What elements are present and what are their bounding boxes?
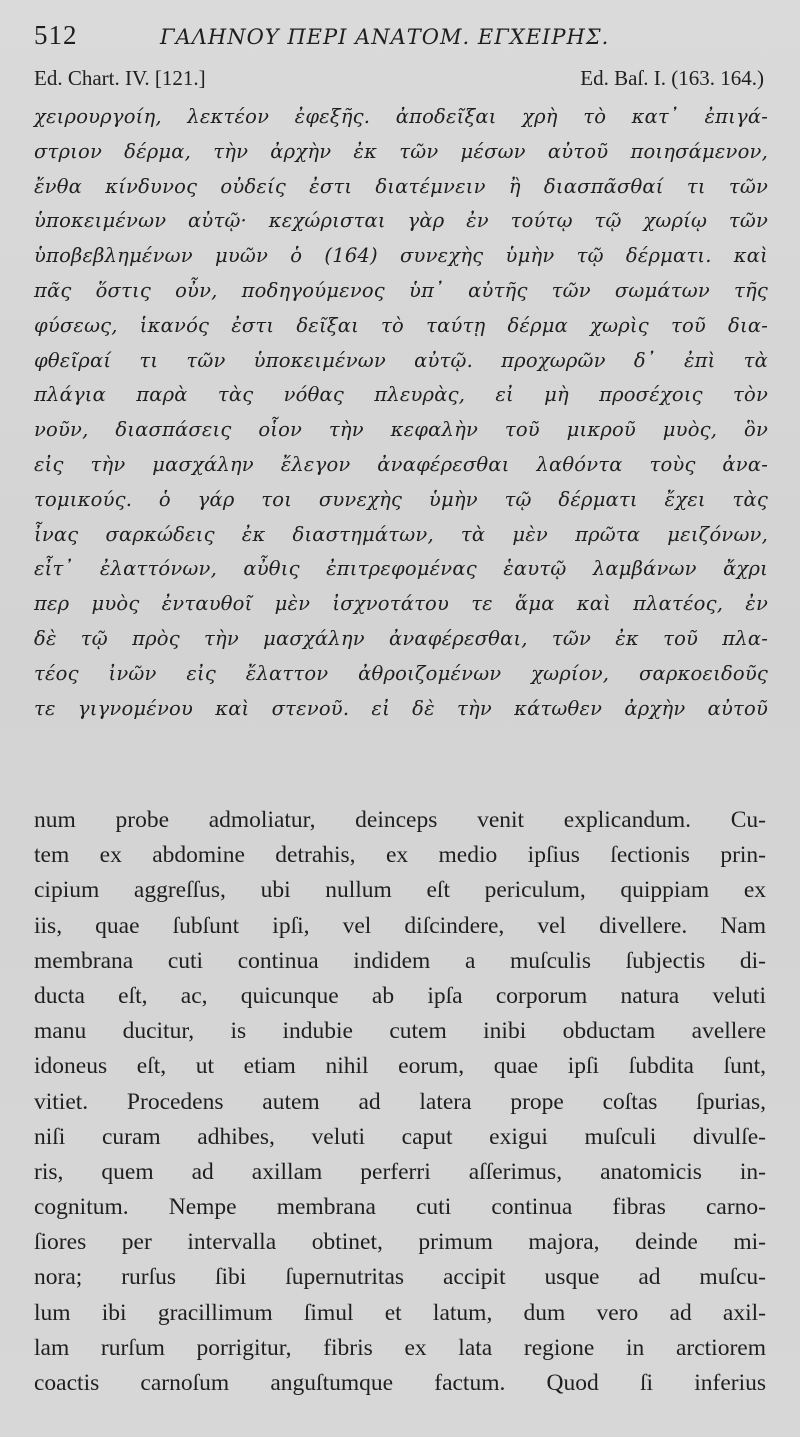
- latin-line: membrana cuti continua indidem a muſculis ſubjectis di-: [34, 947, 766, 974]
- greek-line: νοῦν, διασπάσεις οἷον τὴν κεφαλὴν τοῦ μικροῦ μυὸς, ὃν: [34, 418, 768, 442]
- latin-line: ſiores per intervalla obtinet, primum majora, deinde mi-: [34, 1229, 766, 1256]
- greek-line: στριον δέρμα, τὴν ἀρχὴν ἐκ τῶν μέσων αὐτοῦ ποιησάμενον,: [34, 139, 768, 163]
- greek-line: φθεῖραί τι τῶν ὑποκειμένων αὐτῷ. προχωρῶν δ᾽ ἐπὶ τὰ: [34, 348, 768, 372]
- edition-references: [34, 66, 768, 98]
- greek-line: χειρουργοίη, λεκτέον ἐφεξῆς. ἀποδεῖξαι χρὴ τὸ κατ᾽ ἐπιγά-: [34, 105, 768, 128]
- greek-line: δὲ τῷ πρὸς τὴν μασχάλην ἀναφέρεσθαι, τῶν ἐκ τοῦ πλα-: [34, 626, 768, 650]
- greek-line: ἶνας σαρκώδεις ἐκ διαστημάτων, τὰ μὲν πρῶτα μειζόνων,: [34, 522, 768, 546]
- greek-text-block: [34, 100, 768, 726]
- latin-line: tem ex abdomine detrahis, ex medio ipſius ſectionis prin-: [34, 842, 766, 869]
- latin-line: lum ibi gracillimum ſimul et latum, dum vero ad axil-: [34, 1299, 766, 1326]
- greek-line: εἶτ᾽ ἐλαττόνων, αὖθις ἐπιτρεφομένας ἑαυτῷ λαμβάνων ἄχρι: [34, 557, 768, 581]
- greek-line: ὑποκειμένων αὐτῷ· κεχώρισται γὰρ ἐν τούτῳ τῷ χωρίῳ τῶν: [34, 209, 768, 233]
- latin-line: niſi curam adhibes, veluti caput exigui muſculi divulſe-: [34, 1123, 766, 1150]
- page-number: 512: [34, 20, 78, 50]
- running-title: ΓΑΛΗΝΟΥ ΠΕΡΙ ΑΝΑΤΟΜ. ΕΓΧΕΙΡΗΣ.: [160, 25, 610, 49]
- latin-line: ris, quem ad axillam perferri aſſerimus, anatomicis in-: [34, 1158, 766, 1185]
- latin-line: idoneus eſt, ut etiam nihil eorum, quae ipſi ſubdita ſunt,: [34, 1053, 766, 1080]
- latin-line: coactis carnoſum anguſtumque factum. Quod ſi inferius: [34, 1370, 766, 1396]
- latin-line: cipium aggreſſus, ubi nullum eſt periculum, quippiam ex: [34, 877, 766, 904]
- latin-line: vitiet. Procedens autem ad latera prope coſtas ſpurias,: [34, 1088, 766, 1115]
- latin-line: iis, quae ſubſunt ipſi, vel diſcindere, vel divellere. Nam: [34, 912, 766, 939]
- latin-line: num probe admoliatur, deinceps venit explicandum. Cu-: [34, 807, 766, 833]
- greek-line: τομικούς. ὁ γάρ τοι συνεχὴς ὑμὴν τῷ δέρματι ἔχει τὰς: [34, 487, 768, 511]
- greek-line: τε γιγνομένου καὶ στενοῦ. εἰ δὲ τὴν κάτωθεν ἀρχὴν αὐτοῦ: [34, 696, 768, 720]
- latin-line: manu ducitur, is indubie cutem inibi obductam avellere: [34, 1018, 766, 1045]
- latin-line: cognitum. Nempe membrana cuti continua fibras carno-: [34, 1194, 766, 1221]
- edition-left: Ed. Chart. IV. [121.]: [34, 66, 206, 90]
- greek-line: πλάγια παρὰ τὰς νόθας πλευρὰς, εἰ μὴ προσέχοις τὸν: [34, 383, 768, 407]
- greek-line: ὑποβεβλημένων μυῶν ὁ (164) συνεχὴς ὑμὴν τῷ δέρματι. καὶ: [34, 244, 768, 268]
- greek-line: περ μυὸς ἐνταυθοῖ μὲν ἰσχνοτάτου τε ἅμα καὶ πλατέος, ἐν: [34, 592, 768, 616]
- greek-line: πᾶς ὅστις οὖν, ποδηγούμενος ὑπ᾽ αὐτῆς τῶν σωμάτων τῆς: [34, 278, 768, 302]
- latin-line: lam rurſum porrigitur, fibris ex lata regione in arctiorem: [34, 1334, 766, 1361]
- greek-line: ἔνθα κίνδυνος οὐδείς ἐστι διατέμνειν ἢ διασπᾶσθαί τι τῶν: [34, 174, 768, 198]
- latin-text-block: [34, 803, 766, 1401]
- greek-line: φύσεως, ἱκανός ἐστι δεῖξαι τὸ ταύτῃ δέρμα χωρὶς τοῦ δια-: [34, 313, 768, 337]
- greek-line: εἰς τὴν μασχάλην ἔλεγον ἀναφέρεσθαι λαθόντα τοὺς ἀνα-: [34, 452, 768, 476]
- edition-right: Ed. Baſ. I. (163. 164.): [580, 66, 764, 90]
- running-head: [34, 20, 768, 66]
- latin-line: ducta eſt, ac, quicunque ab ipſa corporum natura veluti: [34, 982, 766, 1009]
- greek-line: τέος ἰνῶν εἰς ἔλαττον ἀθροιζομένων χωρίον, σαρκοειδοῦς: [34, 661, 768, 685]
- latin-line: nora; rurſus ſibi ſupernutritas accipit usque ad muſcu-: [34, 1264, 766, 1291]
